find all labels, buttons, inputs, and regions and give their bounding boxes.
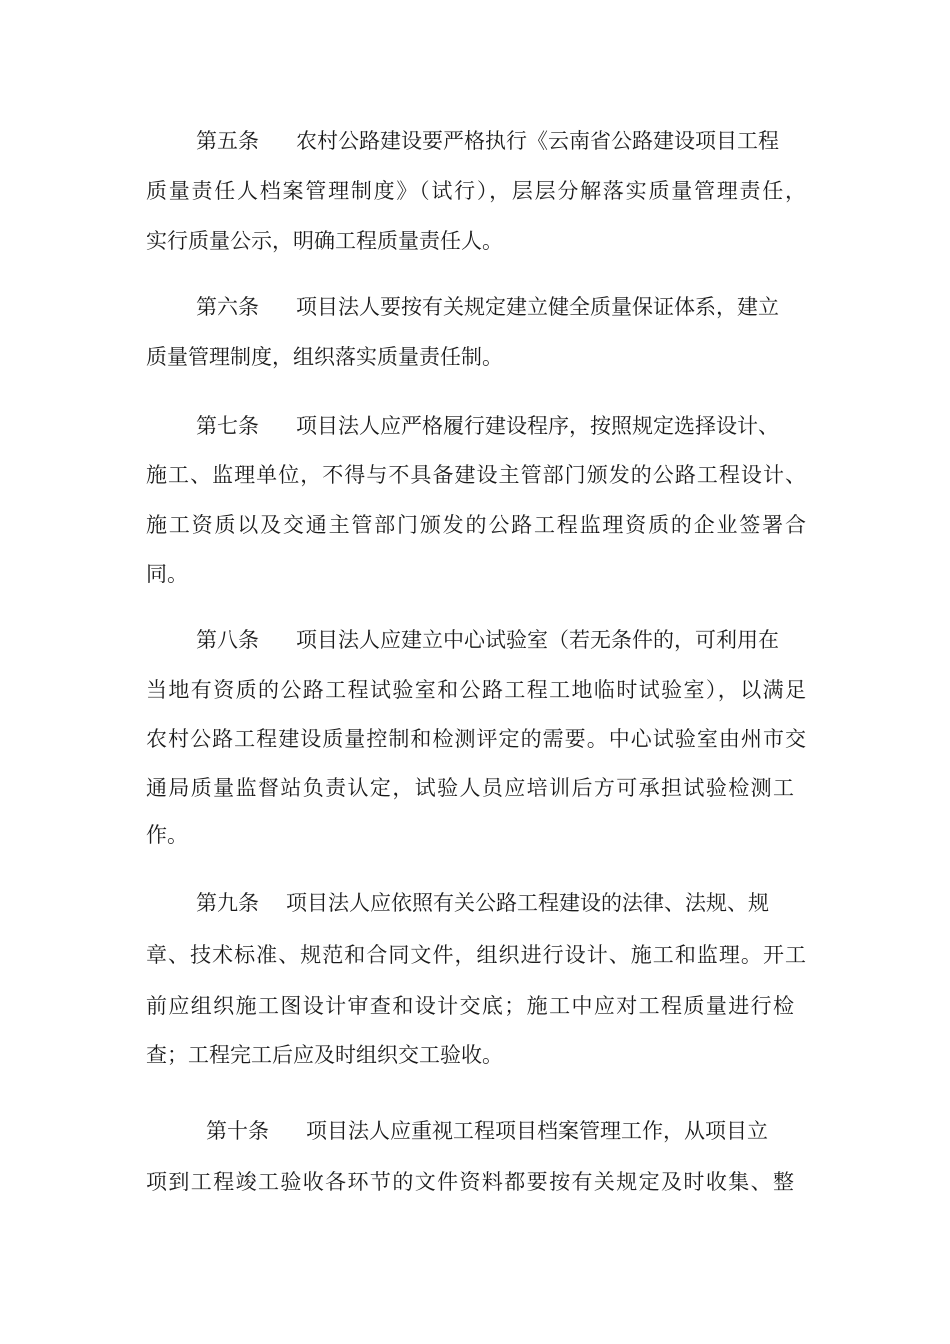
article-5-label: 第五条 [196, 129, 259, 153]
article-10-label: 第十条 [206, 1119, 269, 1143]
article-5-line-2: 质量责任人档案管理制度》（试行），层层分解落实质量管理责任， [146, 179, 806, 203]
article-9-line-3: 前应组织施工图设计审查和设计交底；施工中应对工程质量进行检 [146, 994, 794, 1018]
article-9-label: 第九条 [196, 891, 259, 915]
article-8-line-2: 当地有资质的公路工程试验室和公路工程工地临时试验室），以满足 [146, 678, 806, 702]
article-8-line-3: 农村公路工程建设质量控制和检测评定的需要。中心试验室由州市交 [146, 727, 806, 751]
article-8-line-1: 第八条 项目法人应建立中心试验室（若无条件的，可利用在 [196, 625, 806, 655]
article-7-line-3: 施工资质以及交通主管部门颁发的公路工程监理资质的企业签署合 [146, 513, 806, 537]
article-6-line-1: 第六条 项目法人要按有关规定建立健全质量保证体系，建立 [196, 292, 806, 322]
article-6-line-2: 质量管理制度，组织落实质量责任制。 [146, 345, 503, 369]
article-10-line-1: 第十条 项目法人应重视工程项目档案管理工作，从项目立 [206, 1116, 806, 1146]
article-8-line-4: 通局质量监督站负责认定，试验人员应培训后方可承担试验检测工 [146, 776, 794, 800]
article-8-label: 第八条 [196, 628, 259, 652]
article-6-label: 第六条 [196, 295, 259, 319]
article-9-line-2: 章、技术标准、规范和合同文件，组织进行设计、施工和监理。开工 [146, 943, 806, 967]
article-7-line-2: 施工、监理单位，不得与不具备建设主管部门颁发的公路工程设计、 [146, 463, 806, 487]
article-7-line-4: 同。 [146, 562, 188, 586]
article-8-line-5: 作。 [146, 823, 188, 847]
article-5-line-3: 实行质量公示，明确工程质量责任人。 [146, 229, 503, 253]
article-5-line-1: 第五条 农村公路建设要严格执行《云南省公路建设项目工程 [196, 126, 806, 156]
article-9-line-4: 查；工程完工后应及时组织交工验收。 [146, 1043, 503, 1067]
article-7-label: 第七条 [196, 414, 259, 438]
article-7-line-1: 第七条 项目法人应严格履行建设程序，按照规定选择设计、 [196, 411, 806, 441]
article-9-line-1: 第九条 项目法人应依照有关公路工程建设的法律、法规、规 [196, 888, 806, 918]
article-10-line-2: 项到工程竣工验收各环节的文件资料都要按有关规定及时收集、整 [146, 1170, 794, 1194]
